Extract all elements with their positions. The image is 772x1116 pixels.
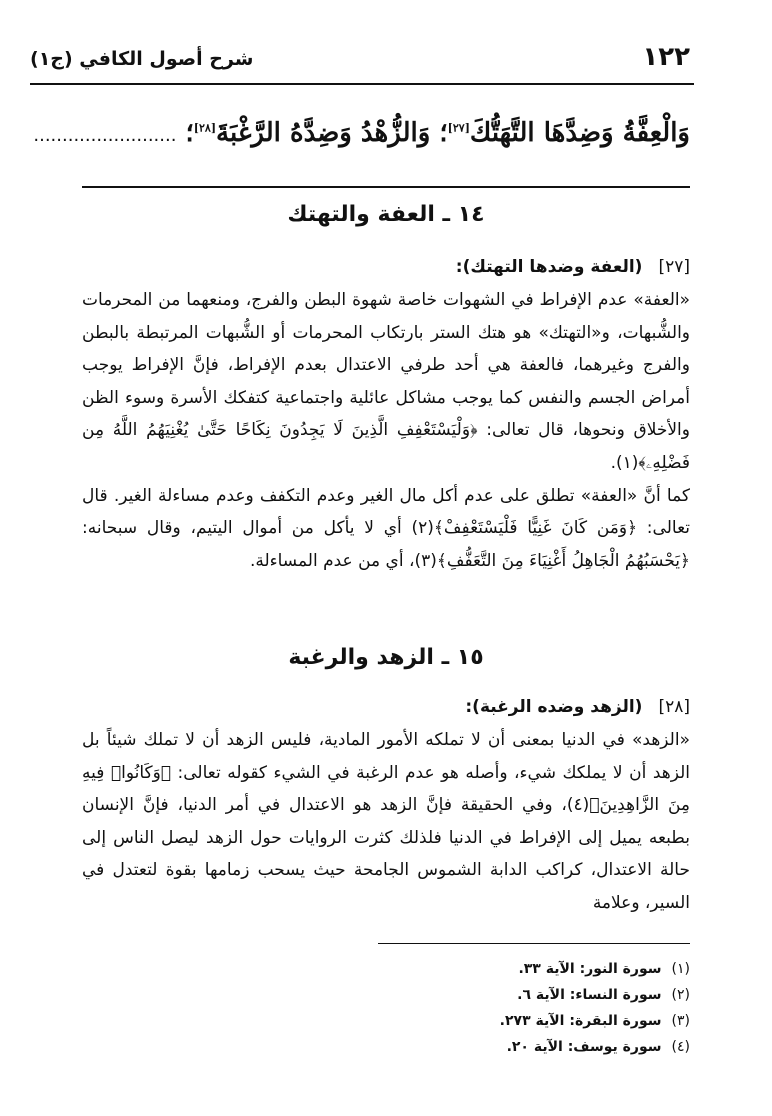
- hadith-text-line: [33, 118, 690, 168]
- page-header: [30, 42, 690, 82]
- paragraph: «الزهد» في الدنيا بمعنى أن لا تملكه الأمور المادية، فليس الزهد أن لا تملك شيئاً بل الزهد أن لا يملكك شيء، وأصله هو عدم الرغبة في الشيء كقوله تعالى: ﴿وَكَانُوا۟ فِيهِ مِنَ الزَّاهِدِينَ﴾(٤)، وفي الحقيقة فإنَّ الزهد هو الاعتدال في أمر الدنيا، فإنَّ الإنسان بطبعه يميل إلى الإفراط في الدنيا فلذلك كثرت الروايات حول الزهد ليصل الناس إلى حالة الاعتدال، كراكب الدابة الشموس الجامحة حيث يسحب زمامها بقوة لتعتدل في السير، وعلامة: [82, 730, 690, 913]
- section-heading-14: ١٤ ـ العفة والتهتك: [287, 202, 485, 227]
- footnote-text: سورة البقرة: الآية ٢٧٣.: [499, 1013, 662, 1029]
- footnote: [300, 982, 690, 1008]
- footnote: [300, 1034, 690, 1060]
- note-title: (العفة وضدها التهتك):: [455, 257, 643, 277]
- hadith-text-part-2: ؛ وَالزُّهْدُ وَضِدَّهُ الرَّغْبَةَ: [216, 118, 448, 148]
- footnote-text: سورة يوسف: الآية ٢٠.: [506, 1039, 662, 1055]
- footnote-divider: [378, 943, 690, 944]
- note-header: [82, 250, 690, 284]
- continuation-dots: .........................: [33, 125, 177, 146]
- hadith-text-part-1: وَالْعِفَّةُ وَضِدَّهَا التَّهَتُّكَ: [469, 118, 690, 148]
- running-title: شرح أصول الكافي (ج١): [30, 48, 254, 70]
- paragraph: كما أنَّ «العفة» تطلق على عدم أكل مال الغير وعدم التكفف وعدم مساءلة الغير. قال تعالى: ﴿وَمَن كَانَ غَنِيًّا فَلْيَسْتَعْفِفْ﴾(٢) أي لا يأكل من أموال اليتيم، وقال سبحانه: ﴿يَحْسَبُهُمُ الْجَاهِلُ أَغْنِيَاءَ مِنَ التَّعَفُّفِ﴾(٣)، أي من عدم المساءلة.: [82, 485, 690, 571]
- footnote: [300, 1008, 690, 1034]
- footnote-number: (٣): [671, 1013, 690, 1029]
- note-body: [82, 724, 690, 920]
- note-body: [82, 284, 690, 577]
- hadith-text-part-3: ؛: [185, 118, 194, 148]
- note-title: (الزهد وضده الرغبة):: [465, 697, 643, 717]
- footnote-number: (١): [671, 961, 690, 977]
- footnote: [300, 956, 690, 982]
- note-reference-28: [٢٨]: [193, 121, 217, 135]
- commentary-note-28: [82, 690, 690, 920]
- note-header: [82, 690, 690, 724]
- footnote-text: سورة النور: الآية ٣٣.: [518, 961, 662, 977]
- footnotes-list: [300, 956, 690, 1060]
- page-number: ١٢٢: [642, 42, 690, 72]
- footnote-number: (٢): [671, 987, 690, 1003]
- section-heading-15: ١٥ ـ الزهد والرغبة: [288, 645, 484, 670]
- footnote-number: (٤): [671, 1039, 690, 1055]
- section-divider: [82, 186, 690, 188]
- note-reference-27: [٢٧]: [447, 121, 470, 135]
- note-number: [٢٨]: [658, 697, 690, 717]
- footnote-text: سورة النساء: الآية ٦.: [517, 987, 662, 1003]
- header-divider: [30, 83, 694, 85]
- note-number: [٢٧]: [658, 257, 690, 277]
- paragraph: «العفة» عدم الإفراط في الشهوات خاصة شهوة البطن والفرج، ومنعهما من المحرمات والشُّبهات، و«التهتك» هو هتك الستر بارتكاب المحرمات أو الشُّبهات المرتبطة بالبطن والفرج وغيرهما، فالعفة هي أحد طرفي الاعتدال بعدم الإفراط، فإنَّ الإفراط يوجب أمراض الجسم والنفس كما يوجب مشاكل عائلية واجتماعية كتفكك الأسرة وسوء الظن والأخلاق ونحوها، قال تعالى: ﴿وَلْيَسْتَعْفِفِ الَّذِينَ لَا يَجِدُونَ نِكَاحًا حَتَّىٰ يُغْنِيَهُمُ اللَّهُ مِن فَضْلِهِۦ﴾(١).: [82, 290, 690, 473]
- commentary-note-27: [82, 250, 690, 577]
